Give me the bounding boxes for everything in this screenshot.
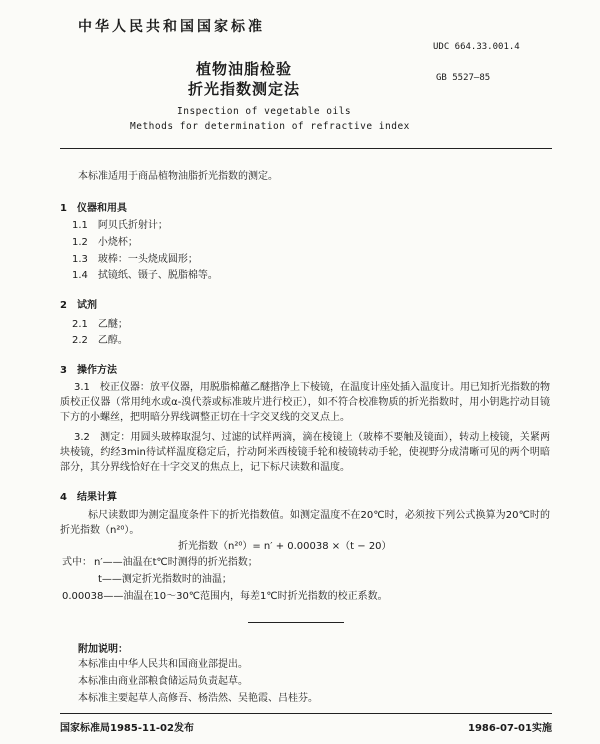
notes-line: 本标准由中华人民共和国商业部提出。 — [78, 659, 248, 670]
notes-separator — [248, 622, 344, 623]
definition-item: t——测定折光指数时的油温； — [98, 574, 232, 585]
list-item: 1.4 拭镜纸、镊子、脱脂棉等。 — [72, 270, 218, 281]
where-label: 式中： — [62, 557, 92, 568]
list-item: 1.2 小烧杯； — [72, 237, 138, 248]
header-rule — [60, 148, 552, 149]
paragraph-3-1: 3.1 校正仪器：放平仪器，用脱脂棉蘸乙醚揩净上下棱镜，在温度计座处插入温度计。用已知折光指数的物质校正仪器（常用纯水或α-溴代萘或标准玻片进行校正），如不符合校准物质的折光指数时，用小钥匙拧动目镜下方的小螺丝，把明暗分界线调整正切在十字交叉线的交叉点上。 — [60, 382, 550, 423]
english-title-line-2: Methods for determination of refractive index — [130, 121, 410, 132]
notes-heading: 附加说明： — [78, 644, 128, 655]
title-line-2: 折光指数测定法 — [188, 80, 301, 98]
intro-text: 本标准适用于商品植物油脂折光指数的测定。 — [78, 171, 278, 182]
paragraph-3-2: 3.2 测定：用圆头玻棒取混匀、过滤的试样两滴，滴在棱镜上（玻棒不要触及镜面），转动上棱镜，关紧两块棱镜，约经3min待试样温度稳定后，拧动阿米西棱镜手轮和棱镜转动手轮，使视野分成清晰可见的两个明暗部分，其分界线恰好在十字交叉的焦点上，记下标尺读数和温度。 — [60, 432, 550, 473]
formula: 折光指数（n²⁰）= n′ + 0.00038 ×（t − 20） — [178, 541, 392, 552]
footer-rule — [60, 713, 552, 714]
publisher-title: 中华人民共和国国家标准 — [78, 19, 265, 35]
definition-item: 0.00038——油温在10～30℃范围内，每差1℃时折光指数的校正系数。 — [62, 591, 388, 602]
section-3-heading: 3 操作方法 — [60, 365, 117, 376]
udc-code: UDC 664.33.001.4 — [433, 42, 520, 52]
list-item: 2.2 乙醇。 — [72, 335, 128, 346]
notes-line: 本标准主要起草人高修吾、杨浩然、吴艳霞、吕桂芬。 — [78, 693, 318, 704]
section-1-heading: 1 仪器和用具 — [60, 203, 127, 214]
section-4-heading: 4 结果计算 — [60, 492, 117, 503]
list-item: 1.1 阿贝氏折射计； — [72, 220, 168, 231]
title-line-1: 植物油脂检验 — [196, 60, 293, 78]
gb-code: GB 5527—85 — [436, 73, 491, 83]
list-item: 1.3 玻棒：一头烧成圆形； — [72, 254, 198, 265]
list-item: 2.1 乙醚； — [72, 319, 128, 330]
definition-item: n′——油温在t℃时测得的折光指数； — [94, 557, 258, 568]
issue-date: 国家标准局1985-11-02发布 — [60, 723, 194, 734]
english-title-line-1: Inspection of vegetable oils — [177, 106, 352, 117]
section-2-heading: 2 试剂 — [60, 300, 97, 311]
paragraph-4: 标尺读数即为测定温度条件下的折光指数值。如测定温度不在20℃时，必须按下列公式换算为20℃时的折光指数（n²⁰）。 — [60, 510, 550, 536]
effective-date: 1986-07-01实施 — [468, 723, 552, 734]
notes-line: 本标准由商业部粮食储运局负责起草。 — [78, 676, 248, 687]
